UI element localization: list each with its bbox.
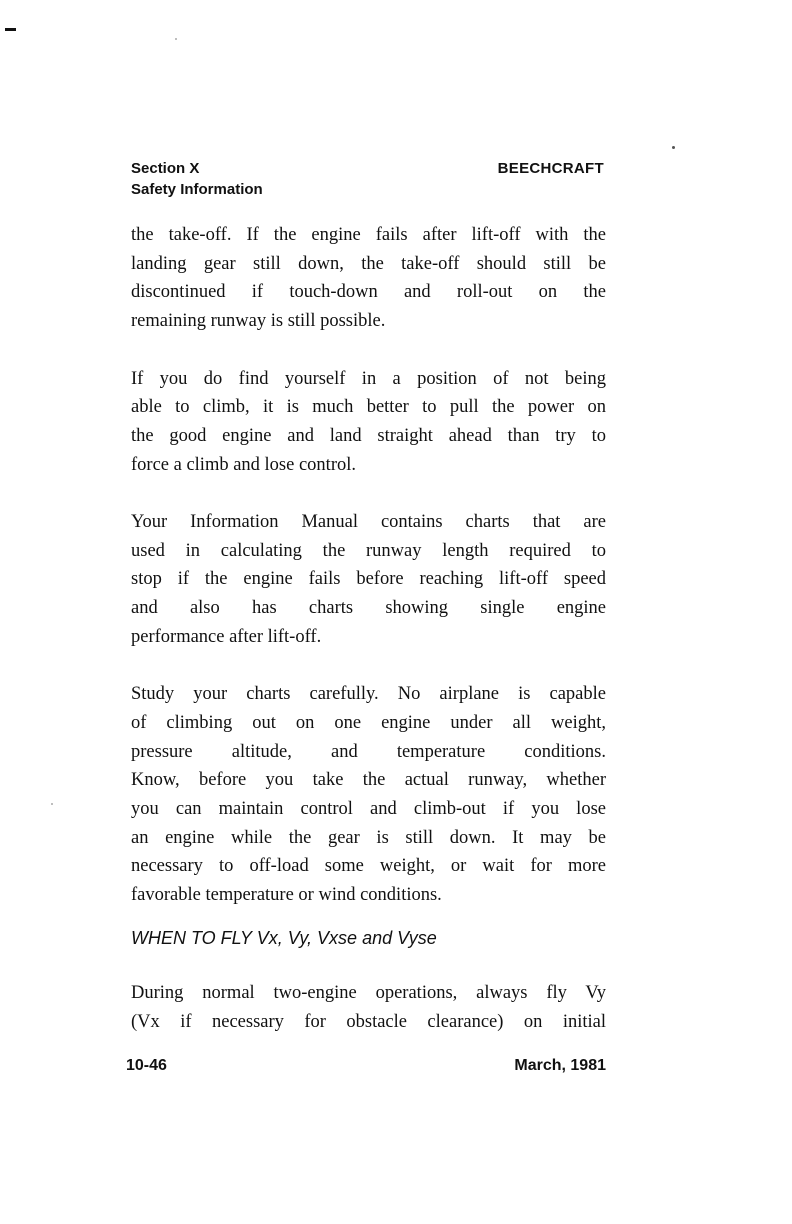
speck-mark [175,38,177,40]
text-line: discontinued if touch-down and roll-out on the [131,282,606,303]
text-line: Know, before you take the actual runway, whether [131,770,606,791]
body-text [131,221,606,939]
text-line: the take-off. If the engine fails after lift-off with the [131,225,606,245]
text-line: you can maintain control and climb-out if you lose [131,799,606,820]
text-line: able to climb, it is much better to pull the power on [131,397,606,418]
text-line: (Vx if necessary for obstacle clearance) on initial [131,1011,606,1032]
paragraph [131,979,606,1036]
text-line: Study your charts carefully. No airplane is capable [131,684,606,705]
paragraph [131,365,606,480]
text-line: and also has charts showing single engine [131,598,606,619]
text-line: If you do find yourself in a position of not being [131,368,606,389]
text-line: Your Information Manual contains charts that are [131,512,606,532]
brand-name: BEECHCRAFT [497,160,604,177]
paragraph [131,221,606,336]
text-line: stop if the engine fails before reaching lift-off speed [131,569,606,590]
text-line: used in calculating the runway length required to [131,540,606,561]
section-subtitle: Safety Information [131,181,263,198]
text-line: force a climb and lose control. [131,454,356,475]
speck-mark [51,803,53,805]
section-subheading: WHEN TO FLY Vx, Vy, Vxse and Vyse [131,928,437,948]
speck-mark [672,146,675,149]
text-line: performance after lift-off. [131,626,322,647]
paragraph [131,680,606,910]
revision-date: March, 1981 [514,1057,606,1074]
text-line: of climbing out on one engine under all weight, [131,712,606,733]
text-line: landing gear still down, the take-off should still be [131,253,606,274]
margin-dash-mark [5,28,16,31]
text-line: necessary to off-load some weight, or wait for more [131,856,606,877]
section-label: Section X [131,160,200,177]
text-line: favorable temperature or wind conditions. [131,885,442,906]
page-number: 10-46 [126,1057,167,1074]
paragraph [131,508,606,652]
text-line: pressure altitude, and temperature conditions. [131,741,606,762]
text-line: an engine while the gear is still down. It may be [131,827,606,848]
text-line: the good engine and land straight ahead than try to [131,425,606,446]
text-line: During normal two-engine operations, always fly Vy [131,983,606,1003]
text-line: remaining runway is still possible. [131,311,386,332]
